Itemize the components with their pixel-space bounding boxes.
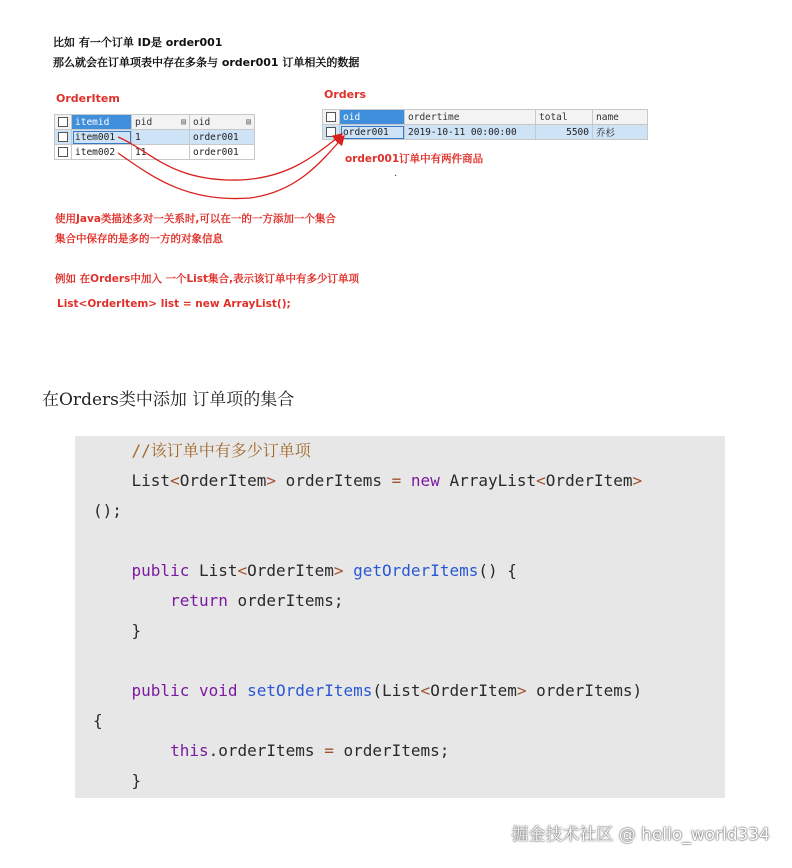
orders-note: order001订单中有两件商品 bbox=[345, 153, 484, 165]
explain-code-line: List<OrderItem> list = new ArrayList(); bbox=[57, 298, 291, 310]
table-cell[interactable]: order001 bbox=[190, 130, 255, 145]
intro-line-1: 比如 有一个订单 ID是 order001 bbox=[53, 36, 223, 49]
column-header[interactable]: pid ▤ bbox=[132, 115, 190, 130]
table-cell[interactable]: order001 bbox=[340, 125, 405, 140]
arrow-connector bbox=[0, 0, 792, 220]
column-header[interactable]: total bbox=[536, 110, 593, 125]
column-header[interactable]: ordertime bbox=[405, 110, 536, 125]
table-cell[interactable]: 11 bbox=[132, 145, 190, 160]
intro-line-2: 那么就会在订单项表中存在多条与 order001 订单相关的数据 bbox=[53, 56, 360, 69]
column-header[interactable]: oid ▤ bbox=[190, 115, 255, 130]
column-header[interactable]: name bbox=[593, 110, 648, 125]
table-cell[interactable]: 乔杉 bbox=[593, 125, 648, 140]
section-text: 在Orders类中添加 订单项的集合 bbox=[42, 390, 295, 410]
stray-dot: . bbox=[394, 168, 398, 179]
table-cell[interactable]: 2019-10-11 00:00:00 bbox=[405, 125, 536, 140]
code-block bbox=[75, 436, 725, 798]
table-cell[interactable]: 1 bbox=[132, 130, 190, 145]
column-header[interactable]: oid bbox=[340, 110, 405, 125]
table-cell[interactable]: item001 bbox=[72, 130, 132, 145]
orderitem-label: OrderItem bbox=[56, 92, 120, 105]
table-cell[interactable]: 5500 bbox=[536, 125, 593, 140]
column-header[interactable]: itemid bbox=[72, 115, 132, 130]
code-content: //该订单中有多少订单项 List<OrderItem> orderItems = new ArrayList<OrderItem> (); public List<OrderItem> getOrderItems() { return orderItems; } public void setOrderItems(List<OrderItem> orderItems) { this.orderItems = orderItems; } bbox=[93, 441, 643, 790]
watermark: 掘金技术社区 @ hello_world334 bbox=[511, 825, 770, 845]
orders-label: Orders bbox=[324, 88, 367, 101]
explain-example: 例如 在Orders中加入 一个List集合,表示该订单中有多少订单项 bbox=[55, 273, 360, 285]
code-comment: //该订单中有多少订单项 bbox=[131, 441, 311, 460]
table-cell[interactable]: order001 bbox=[190, 145, 255, 160]
column-header-icon: ▤ bbox=[246, 116, 251, 126]
explain-line-1: 使用Java类描述多对一关系时,可以在一的一方添加一个集合 bbox=[55, 213, 336, 225]
table-cell[interactable]: item002 bbox=[72, 145, 132, 160]
column-header-icon: ▤ bbox=[181, 116, 186, 126]
explain-line-2: 集合中保存的是多的一方的对象信息 bbox=[55, 233, 223, 245]
